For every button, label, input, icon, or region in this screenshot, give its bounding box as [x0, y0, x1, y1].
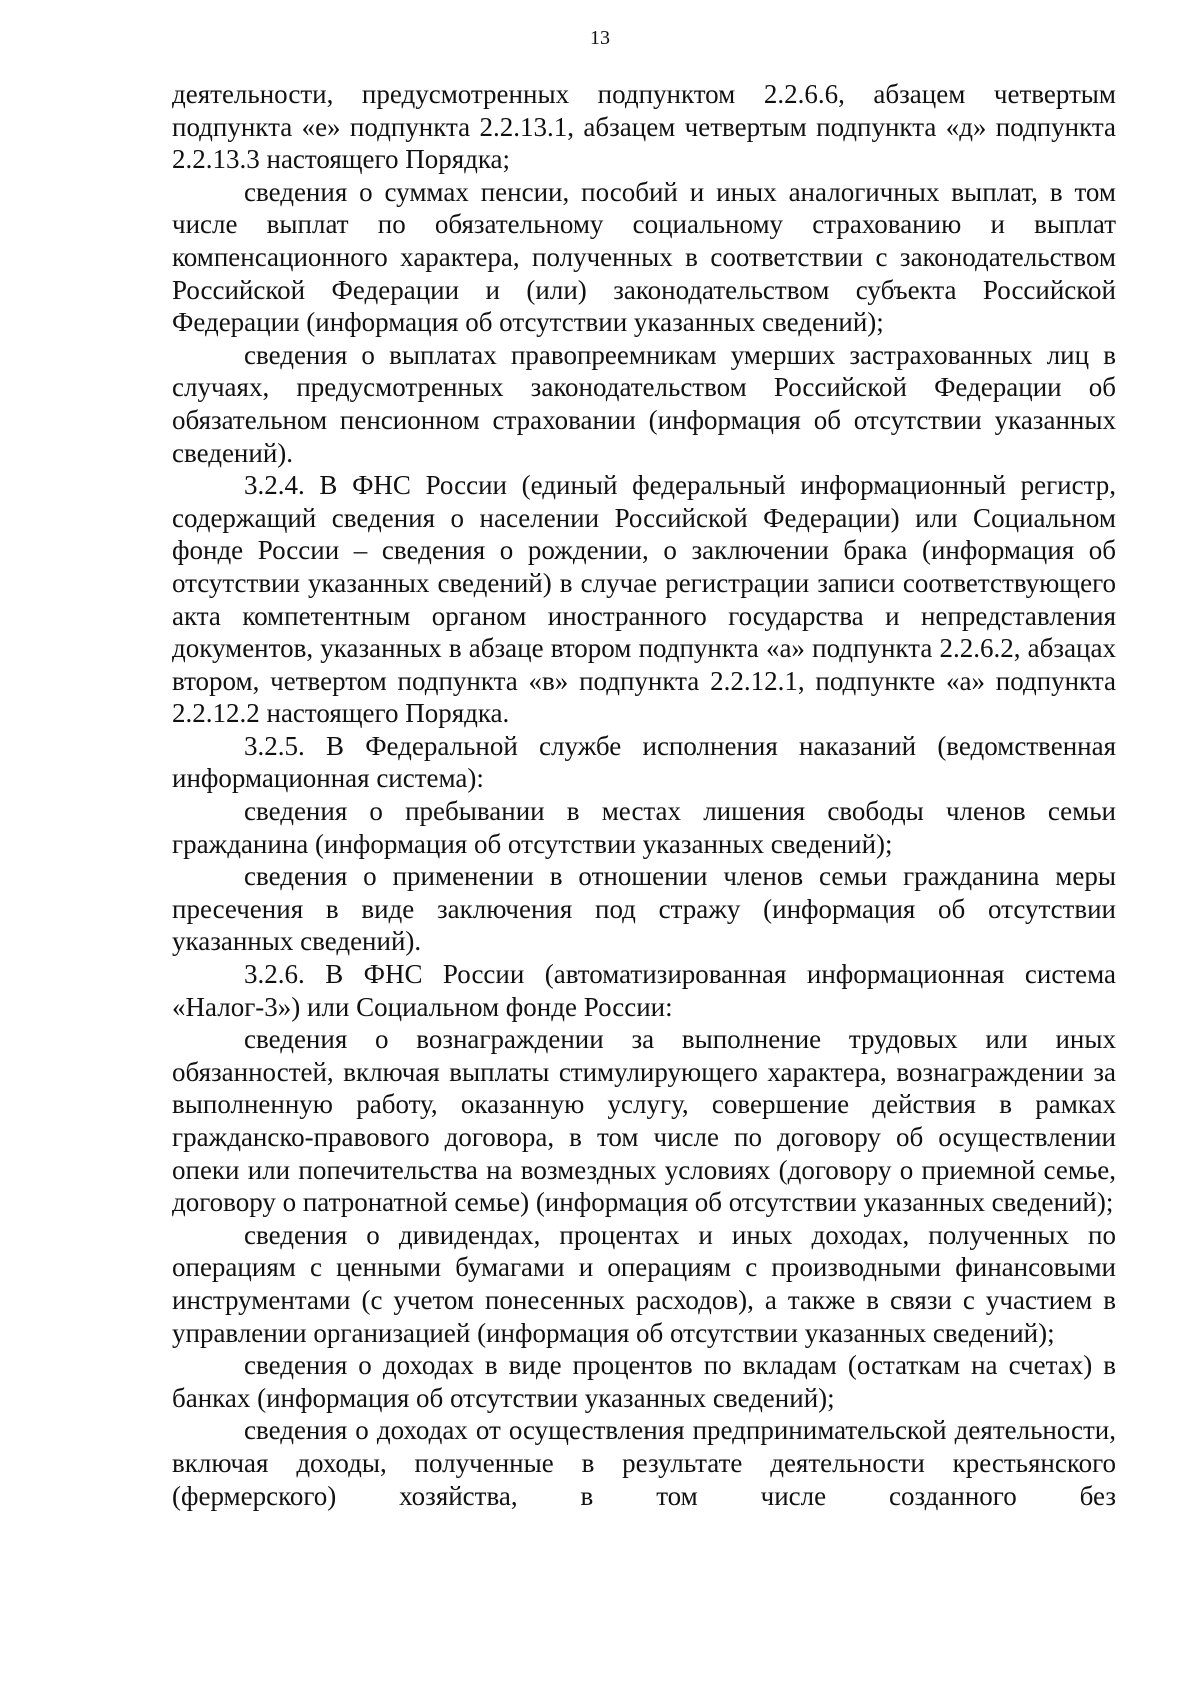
paragraph-pension-info: сведения о суммах пенсии, пособий и иных аналогичных выплат, в том числе выплат по обязательному социальному страхованию и выплат компенсационного характера, полученных в соответствии с законодательством Российской Федерации и (или) законодательством субъекта Российской Федерации (информация об отсутствии указанных сведений); [172, 176, 1116, 338]
document-body [172, 78, 1116, 1512]
paragraph-custody-info: сведения о применении в отношении членов семьи гражданина меры пресечения в виде заключения под стражу (информация об отсутствии указанных сведений). [172, 861, 1116, 957]
paragraph-continuation: деятельности, предусмотренных подпунктом 2.2.6.6, абзацем четвертым подпункта «е» подпункта 2.2.13.1, абзацем четвертым подпункта «д» подпункта 2.2.13.3 настоящего Порядка; [172, 79, 1116, 175]
paragraph-3-2-5: 3.2.5. В Федеральной службе исполнения наказаний (ведомственная информационная система): [172, 730, 1116, 794]
paragraph-dividends-info: сведения о дивидендах, процентах и иных доходах, полученных по операциям с ценными бумагами и операциям с производными финансовыми инструментами (с учетом понесенных расходов), а также в связи с участием в управлении организацией (информация об отсутствии указанных сведений); [172, 1219, 1116, 1348]
paragraph-deposit-interest-info: сведения о доходах в виде процентов по вкладам (остаткам на счетах) в банках (информация об отсутствии указанных сведений); [172, 1350, 1116, 1413]
paragraph-3-2-6: 3.2.6. В ФНС России (автоматизированная информационная система «Налог-3») или Социальном фонде России: [172, 959, 1116, 1022]
paragraph-3-2-4: 3.2.4. В ФНС России (единый федеральный информационный регистр, содержащий сведения о населении Российской Федерации) или Социальном фонде России – сведения о рождении, о заключении брака (информация об отсутствии указанных сведений) в случае регистрации записи соответствующего акта компетентным органом иностранного государства и непредставления документов, указанных в абзаце втором подпункта «а» подпункта 2.2.6.2, абзацах втором, четвертом подпункта «в» подпункта 2.2.12.1, подпункте «а» подпункта 2.2.12.2 настоящего Порядка. [172, 470, 1116, 729]
page-number: 13 [590, 27, 610, 49]
paragraph-imprisonment-info: сведения о пребывании в местах лишения свободы членов семьи гражданина (информация об отсутствии указанных сведений); [172, 796, 1116, 859]
paragraph-remuneration-info: сведения о вознаграждении за выполнение трудовых или иных обязанностей, включая выплаты стимулирующего характера, вознаграждении за выполненную работу, оказанную услугу, совершение действия в рамках гражданско-правового договора, в том числе по договору об осуществлении опеки или попечительства на возмездных условиях (договору о приемной семье, договору о патронатной семье) (информация об отсутствии указанных сведений); [172, 1024, 1116, 1218]
paragraph-successor-payments: сведения о выплатах правопреемникам умерших застрахованных лиц в случаях, предусмотренных законодательством Российской Федерации об обязательном пенсионном страховании (информация об отсутствии указанных сведений). [172, 339, 1116, 468]
paragraph-business-income-info: сведения о доходах от осуществления предпринимательской деятельности, включая доходы, полученные в результате деятельности крестьянского (фермерского) хозяйства, в том числе созданного без [172, 1415, 1116, 1511]
